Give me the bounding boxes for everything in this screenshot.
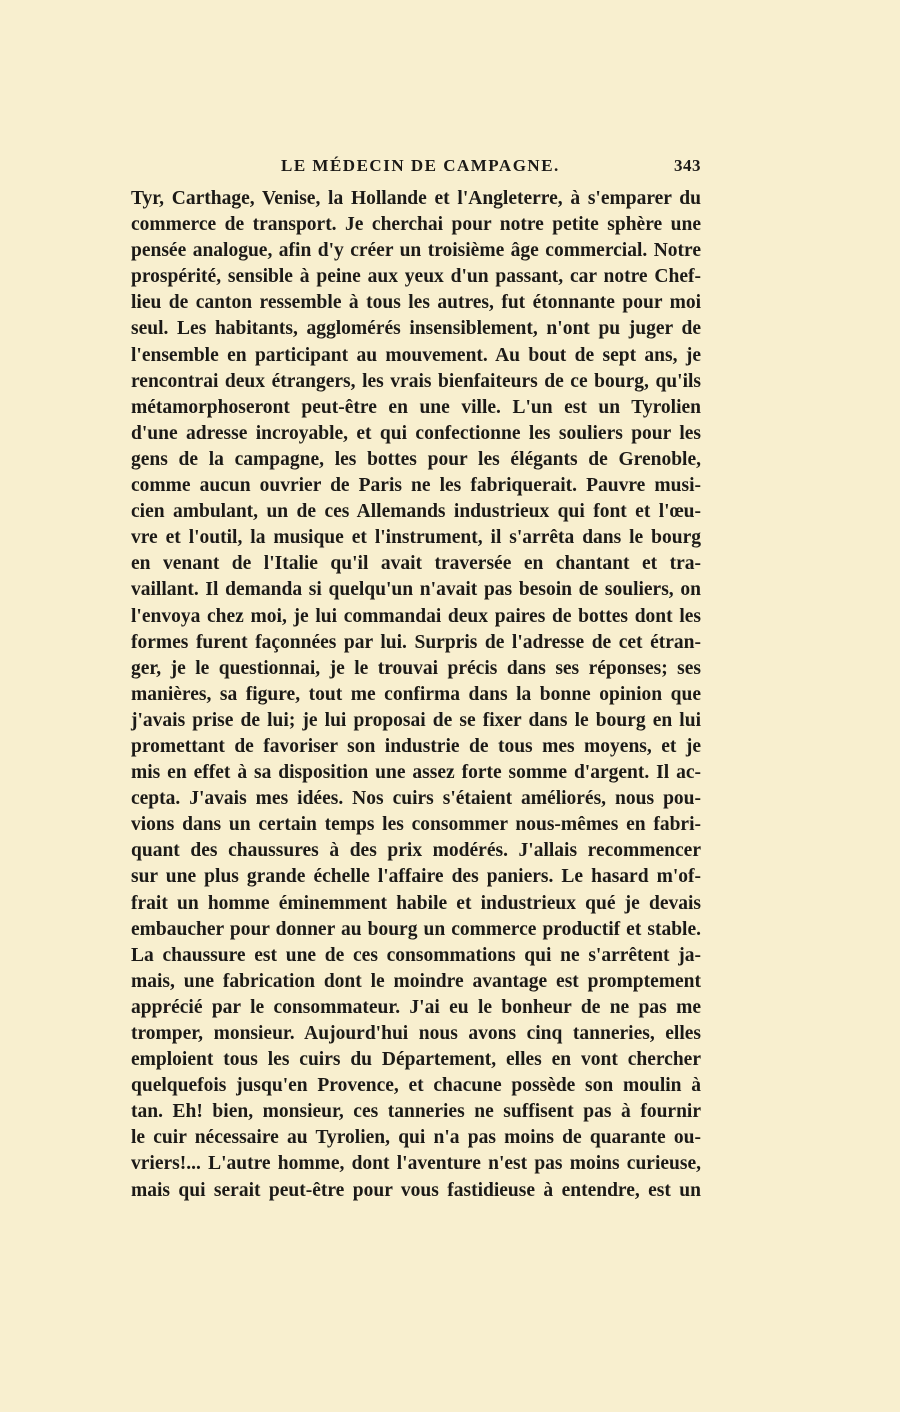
text-line: pensée analogue, afin d'y créer un troisième âge commercial. Notre <box>131 240 701 262</box>
text-line: mais, une fabrication dont le moindre avantage est promptement <box>131 970 701 992</box>
text-line: rencontrai deux étrangers, les vrais bienfaiteurs de ce bourg, qu'ils <box>131 370 701 392</box>
text-line: ger, je le questionnai, je le trouvai précis dans ses réponses; ses <box>131 657 701 679</box>
text-line: gens de la campagne, les bottes pour les élégants de Grenoble, <box>131 448 701 470</box>
text-line: Tyr, Carthage, Venise, la Hollande et l'Angleterre, à s'emparer du <box>131 188 701 209</box>
text-line: métamorphoseront peut-être en une ville. L'un est un Tyrolien <box>131 396 701 418</box>
text-line: commerce de transport. Je cherchai pour notre petite sphère une <box>131 214 701 236</box>
text-line: sur une plus grande échelle l'affaire des paniers. Le hasard m'of- <box>131 866 701 888</box>
text-line: mais qui serait peut-être pour vous fastidieuse à entendre, est un <box>131 1179 701 1201</box>
text-line: le cuir nécessaire au Tyrolien, qui n'a pas moins de quarante ou- <box>131 1127 701 1149</box>
text-line: cepta. J'avais mes idées. Nos cuirs s'étaient améliorés, nous pou- <box>131 788 701 810</box>
text-line: La chaussure est une de ces consommations qui ne s'arrêtent ja- <box>131 944 701 966</box>
text-line: prospérité, sensible à peine aux yeux d'un passant, car notre Chef- <box>131 266 701 288</box>
text-line: comme aucun ouvrier de Paris ne les fabriquerait. Pauvre musi- <box>131 475 701 497</box>
running-title: LE MÉDECIN DE CAMPAGNE. <box>281 156 560 175</box>
text-line: seul. Les habitants, agglomérés insensiblement, n'ont pu juger de <box>131 318 701 340</box>
text-line: vriers!... L'autre homme, dont l'aventure n'est pas moins curieuse, <box>131 1153 701 1175</box>
text-line: l'envoya chez moi, je lui commandai deux paires de bottes dont les <box>131 605 701 627</box>
body-text <box>131 186 701 1204</box>
text-line: cien ambulant, un de ces Allemands industrieux qui font et l'œu- <box>131 501 701 523</box>
text-line: quant des chaussures à des prix modérés. J'allais recommencer <box>131 840 701 862</box>
text-line: vions dans un certain temps les consommer nous-mêmes en fabri- <box>131 814 701 836</box>
page-number: 343 <box>674 156 701 175</box>
text-line: manières, sa figure, tout me confirma dans la bonne opinion que <box>131 683 701 705</box>
text-line: embaucher pour donner au bourg un commerce productif et stable. <box>131 918 701 940</box>
text-line: quelquefois jusqu'en Provence, et chacune possède son moulin à <box>131 1075 701 1097</box>
text-line: d'une adresse incroyable, et qui confectionne les souliers pour les <box>131 422 701 444</box>
text-line: l'ensemble en participant au mouvement. Au bout de sept ans, je <box>131 344 701 366</box>
text-line: vre et l'outil, la musique et l'instrument, il s'arrêta dans le bourg <box>131 527 701 549</box>
text-line: j'avais prise de lui; je lui proposai de se fixer dans le bourg en lui <box>131 709 701 731</box>
text-line: promettant de favoriser son industrie de tous mes moyens, et je <box>131 735 701 757</box>
text-line: tromper, monsieur. Aujourd'hui nous avons cinq tanneries, elles <box>131 1023 701 1044</box>
text-line: lieu de canton ressemble à tous les autres, fut étonnante pour moi <box>131 292 701 314</box>
page-header <box>131 156 701 180</box>
text-line: mis en effet à sa disposition une assez forte somme d'argent. Il ac- <box>131 762 701 784</box>
text-line: apprécié par le consommateur. J'ai eu le bonheur de ne pas me <box>131 996 701 1018</box>
text-line: vaillant. Il demanda si quelqu'un n'avait pas besoin de souliers, on <box>131 579 701 601</box>
text-line: emploient tous les cuirs du Département, elles en vont chercher <box>131 1049 701 1071</box>
text-line: tan. Eh! bien, monsieur, ces tanneries ne suffisent pas à fournir <box>131 1101 701 1123</box>
text-line: formes furent façonnées par lui. Surpris de l'adresse de cet étran- <box>131 631 701 653</box>
text-line: frait un homme éminemment habile et industrieux qué je devais <box>131 892 701 914</box>
text-line: en venant de l'Italie qu'il avait traversée en chantant et tra- <box>131 553 701 575</box>
